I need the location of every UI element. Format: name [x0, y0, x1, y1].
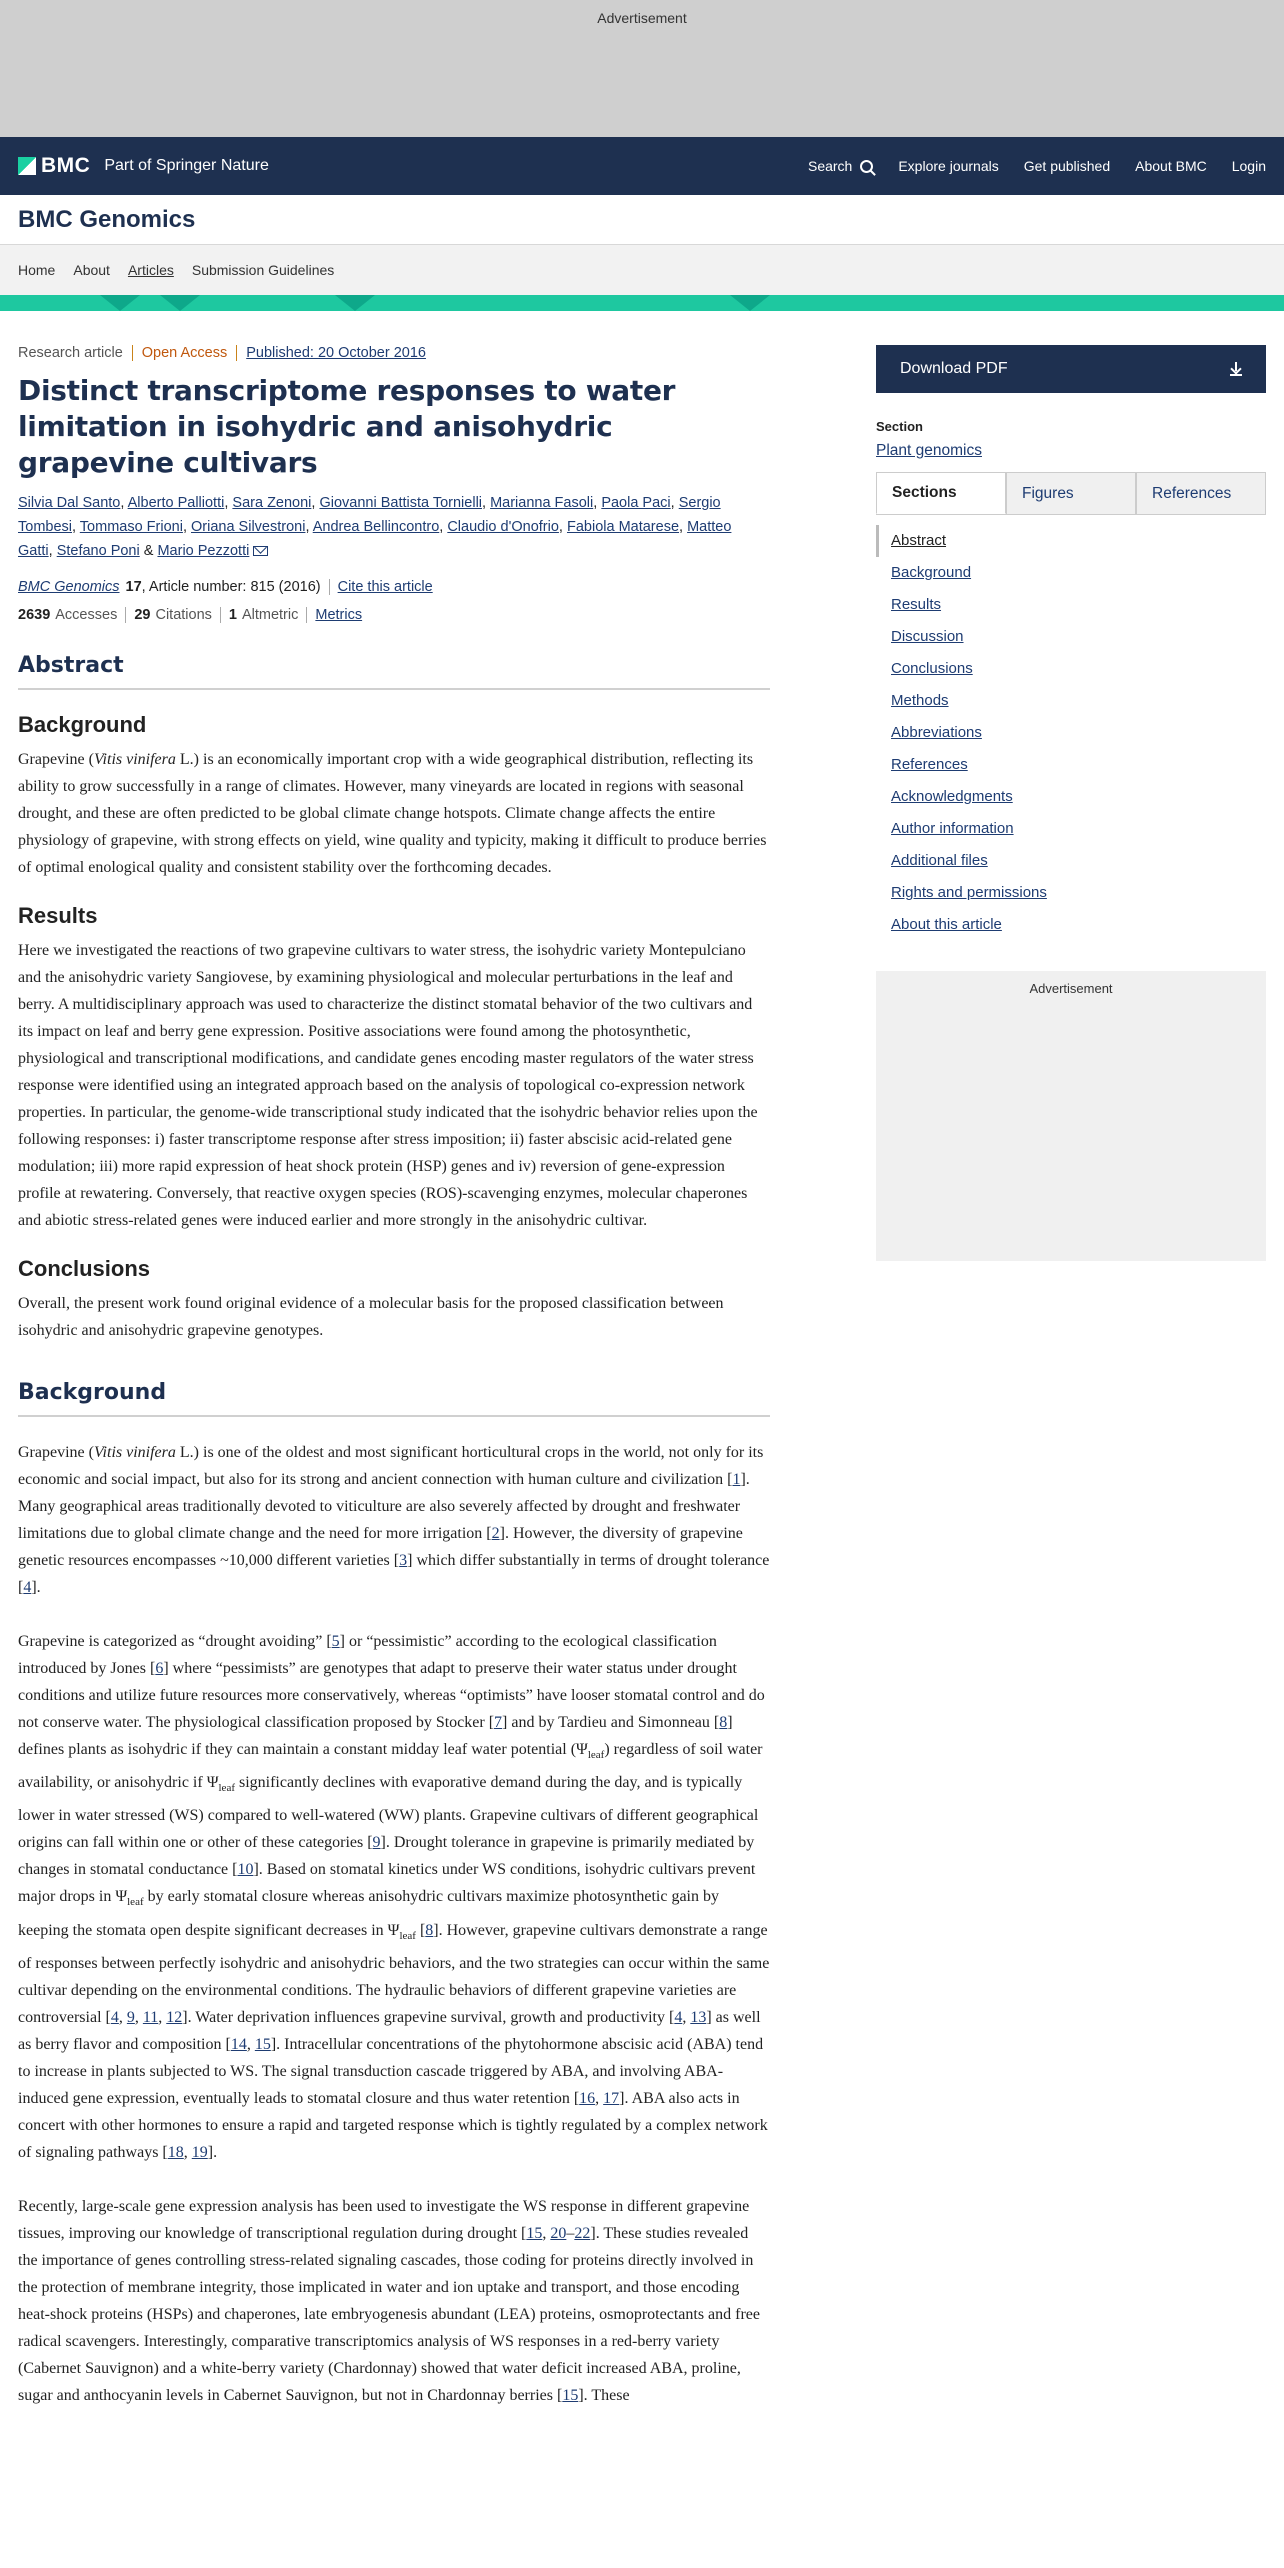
subscript: leaf [218, 1782, 235, 1795]
cite-this-article-link[interactable]: Cite this article [337, 579, 433, 595]
reference-link[interactable]: 20 [550, 2224, 567, 2242]
text-segment: Grapevine ( [18, 751, 94, 768]
species-name: Vitis vinifera [93, 751, 176, 768]
article-type: Research article [18, 345, 123, 361]
author-link[interactable]: Matteo Gatti [18, 519, 732, 559]
abstract-conclusions-heading: Conclusions [18, 1256, 151, 1281]
divider [220, 607, 221, 623]
published-date-link[interactable]: Published: 20 October 2016 [246, 345, 426, 361]
ad-label: Advertisement [597, 10, 687, 26]
background-paragraph-3: Recently, large-scale gene expression analysis has been used to investigate the WS response in different grapevine tissues, improving our knowledge of transcriptional regulation during drought [15, 20–22]. These studies revealed the importance of genes controlling stress-related signaling cascades, those coding for proteins directly involved in the protection of membrane integrity, those implicated in water and ion uptake and transport, and those encoding heat-shock proteins (HSPs) and chaperones, late embryogenesis abundant (LEA) proteins, osmoprotectants and free radical scavengers. Interestingly, comparative transcriptomics analysis of WS responses in a red-berry variety (Cabernet Sauvignon) and a white-berry variety (Chardonnay) showed that water deficit increased ABA, proline, sugar and anthocyanin levels in Cabernet Sauvignon, but not in Chardonnay berries [15]. These [18, 2197, 760, 2404]
reference-link[interactable]: 15 [254, 2035, 271, 2053]
subscript: leaf [127, 1896, 144, 1909]
toc-item[interactable]: Abbreviations [891, 724, 982, 741]
altmetric-count: 1 [228, 607, 237, 623]
reference-link[interactable]: 18 [167, 2143, 184, 2161]
author-link[interactable]: Giovanni Battista Tornielli [319, 495, 483, 511]
download-pdf-button[interactable] [876, 345, 1266, 393]
author-link[interactable]: Marianna Fasoli [490, 495, 594, 511]
meta-divider [236, 345, 237, 361]
tab-sections[interactable]: Sections [876, 472, 1006, 514]
citations-label: Citations [155, 607, 212, 623]
reference-link[interactable]: 13 [690, 2008, 707, 2026]
stripe-triangle [100, 295, 140, 311]
author-link[interactable]: Andrea Bellincontro [312, 519, 440, 535]
reference-link[interactable]: 7 [494, 1714, 503, 1731]
divider [329, 579, 330, 595]
journal-navigation [0, 245, 1284, 295]
nav-home[interactable]: Home [18, 262, 56, 278]
abstract-heading: Abstract [18, 653, 770, 690]
sidebar-advertisement [876, 971, 1266, 1261]
bmc-logo[interactable] [18, 154, 269, 178]
toc-item[interactable]: Discussion [891, 628, 964, 645]
toc-item[interactable]: References [891, 756, 968, 773]
author-link[interactable]: Sergio Tombesi [18, 495, 721, 535]
bmc-logo-icon [18, 157, 36, 175]
stripe-triangle [160, 295, 200, 311]
decorative-stripe [0, 295, 1284, 311]
search-button[interactable] [808, 158, 873, 174]
reference-link[interactable]: 2 [491, 1525, 500, 1542]
author-list: Silvia Dal Santo, Alberto Palliotti, Sara Zenoni, Giovanni Battista Tornielli, Marianna Fasoli, Paola Paci, Sergio Tombesi, Tommaso Frioni, Oriana Silvestroni, Andrea Bellincontro, Claudio d'Onofrio, Fabiola Matarese, Matteo Gatti, Stefano Poni & Mario Pezzotti [18, 495, 732, 559]
author-link[interactable]: Paola Paci [601, 495, 671, 511]
divider [306, 607, 307, 623]
get-published-link[interactable]: Get published [1023, 158, 1111, 174]
author-link[interactable]: Stefano Poni [56, 543, 140, 559]
text-segment: L.) is an economically important crop with a wide geographical distribution, reflecting its ability to grow successfully in a range of climates. However, many vineyards are located in regions with seasonal drought, and these are often predicted to be global climate change hotspots. Climate change affects the entire physiology of grapevine, with strong effects on yield, wine quality and typicity, making it difficult to produce berries of optimal enological quality and consistent stability over the forthcoming decades. [18, 751, 767, 876]
nav-submission-guidelines[interactable]: Submission Guidelines [191, 262, 335, 278]
accesses-label: Accesses [55, 607, 118, 623]
about-bmc-link[interactable]: About BMC [1135, 158, 1207, 174]
abstract-conclusions-text: Overall, the present work found original evidence of a molecular basis for the proposed classification between isohydric and anisohydric grapevine genotypes. [18, 1295, 724, 1339]
accesses-count: 2639 [18, 607, 51, 623]
reference-link[interactable]: 9 [372, 1834, 381, 1852]
background-paragraph-2: Grapevine is categorized as “drought avoiding” [5] or “pessimistic” according to the ecological classification introduced by Jones [6] where “pessimists” are genotypes that adapt to preserve their water status under drought conditions and utilize future resources more conservatively, whereas “optimists” have looser stomatal control and do not conserve water. The physiological classification proposed by Stocker [7] and by Tardieu and Simonneau [8] defines plants as isohydric if they can maintain a constant midday leaf water potential $(\Psi_{leaf})$ regardless of soil water availability, or anisohydric if $\Psi_{leaf}$ significantly declines with evaporative demand during the day, and is typically lower in water stressed (WS) compared to well-watered (WW) plants. Grapevine cultivars of different geographical origins can fall within one or other of these categories [9]. Drought tolerance in grapevine is primarily mediated by changes in stomatal conductance [10]. Based on stomatal kinetics under WS conditions, isohydric cultivars prevent major drops in $\Psi_{leaf}$ by early stomatal closure whereas anisohydric cultivars maximize photosynthetic gain by keeping the stomata open despite significant decreases in $\Psi_{leaf}$ [8]. However, grapevine cultivars demonstrate a range of responses between perfectly isohydric and anisohydric behaviors, and the two strategies can occur within the same cultivar depending on the environmental conditions. The hydraulic behaviors of different grapevine varieties are controversial [4, 9, 11, 12]. Water deprivation influences grapevine survival, growth and productivity [4, 13] as well as berry flavor and composition [14, 15]. Intracellular concentrations of the phytohormone abscisic acid (ABA) tend to increase in plants subjected to WS. The signal transduction cascade triggered by ABA, and involving ABA-induced gene expression, eventually leads to stomatal closure and thus water retention [16, 17]. ABA also acts in concert with other hormones to ensure a rapid and targeted response which is tightly regulated by a complex network of signaling pathways [18, 19]. [18, 1633, 770, 2161]
reference-link[interactable]: 3 [399, 1552, 408, 1569]
meta-divider [132, 345, 133, 361]
nav-about[interactable]: About [73, 262, 110, 278]
volume: 17 [125, 579, 142, 595]
section-link[interactable]: Plant genomics [876, 442, 982, 459]
author-link[interactable]: Alberto Palliotti [127, 495, 225, 511]
reference-link[interactable]: 9 [126, 2008, 135, 2026]
abstract-results-text: Here we investigated the reactions of two grapevine cultivars to water stress, the isohydric variety Montepulciano and the anisohydric variety Sangiovese, by examining physiological and molecular perturbations in the leaf and berry. A multidisciplinary approach was used to characterize the distinct stomatal behavior of the two cultivars and its impact on leaf and berry gene expression. Positive associations were found among the photosynthetic, physiological and transcriptional modifications, and candidate genes encoding master regulators of the water stress response were identified using an integrated approach based on the analysis of topological co-expression network properties. In particular, the genome-wide transcriptional study indicated that the isohydric behavior relies upon the following responses: i) faster transcriptome response after stress imposition; ii) faster abscisic acid-related gene modulation; iii) more rapid expression of heat shock protein (HSP) genes and iv) reversion of gene-expression profile at rewatering. Conversely, that reactive oxygen species (ROS)-scavenging enzymes, molecular chaperones and abiotic stress-related genes were induced earlier and more strongly in the anisohydric cultivar. [18, 942, 758, 1229]
reference-link[interactable]: 17 [603, 2089, 620, 2107]
reference-link[interactable]: 8 [719, 1714, 728, 1731]
article-main [18, 345, 770, 2409]
stripe-triangle [335, 295, 375, 311]
subscript: leaf [587, 1749, 605, 1762]
search-label: Search [807, 158, 853, 174]
download-pdf-label: Download PDF [900, 360, 1008, 377]
tab-references[interactable]: References [1136, 472, 1266, 514]
altmetric-label: Altmetric [241, 607, 299, 623]
author-link[interactable]: Silvia Dal Santo [18, 495, 121, 511]
nav-articles[interactable]: Articles [127, 262, 174, 278]
reference-link[interactable]: 19 [191, 2143, 208, 2161]
article-sidebar [876, 345, 1266, 1261]
article-meta [18, 345, 770, 361]
reference-link[interactable]: 16 [579, 2089, 596, 2107]
table-of-contents [876, 525, 1266, 941]
toc-item[interactable]: Acknowledgments [891, 788, 1013, 805]
reference-link[interactable]: 14 [230, 2035, 247, 2053]
abstract-results-heading: Results [18, 903, 98, 928]
author-link[interactable]: Fabiola Matarese [566, 519, 680, 535]
toc-item[interactable]: Additional files [891, 852, 988, 869]
reference-link[interactable]: 6 [155, 1660, 164, 1677]
journal-link[interactable]: BMC Genomics [18, 579, 120, 595]
top-navigation [808, 158, 1266, 174]
article-number: , Article number: 815 (2016) [141, 579, 321, 595]
site-header [0, 137, 1284, 195]
abstract-background-heading: Background [18, 712, 147, 737]
author-link[interactable]: Oriana Silvestroni [191, 519, 306, 535]
reference-link[interactable]: 4 [110, 2008, 119, 2026]
citation-line [18, 579, 770, 595]
reference-link[interactable]: 4 [23, 1579, 32, 1596]
divider [125, 607, 126, 623]
journal-title[interactable]: BMC Genomics [18, 205, 196, 233]
background-heading: Background [18, 1380, 770, 1417]
explore-journals-link[interactable]: Explore journals [898, 158, 999, 174]
journal-bar [0, 195, 1284, 245]
species-name: Vitis vinifera [93, 1444, 176, 1461]
top-advertisement [0, 0, 1284, 137]
reference-link[interactable]: 10 [237, 1861, 254, 1879]
reference-link[interactable]: 1 [732, 1471, 741, 1488]
citations-count: 29 [134, 607, 151, 623]
toc-item[interactable]: Abstract [876, 525, 1266, 557]
reference-link[interactable]: 12 [166, 2008, 183, 2026]
reference-link[interactable]: 5 [331, 1633, 340, 1650]
metrics-line [18, 607, 770, 623]
ad-label: Advertisement [1029, 981, 1113, 996]
reference-link[interactable]: 15 [526, 2224, 543, 2242]
author-link[interactable]: Mario Pezzotti [157, 543, 250, 559]
stripe-triangle [730, 295, 770, 311]
open-access-badge: Open Access [141, 345, 228, 361]
abstract-background-text [18, 746, 770, 881]
download-icon [1230, 362, 1242, 376]
search-icon [860, 160, 873, 173]
author-link[interactable]: Claudio d'Onofrio [447, 519, 559, 535]
toc-item[interactable]: Rights and permissions [891, 884, 1047, 901]
login-link[interactable]: Login [1231, 158, 1266, 174]
toc-item[interactable]: Background [891, 564, 972, 581]
toc-item[interactable]: Results [891, 596, 942, 613]
toc-item[interactable]: About this article [891, 916, 1002, 933]
springer-nature-tagline: Part of Springer Nature [104, 157, 269, 174]
subscript: leaf [399, 1929, 416, 1942]
email-icon[interactable] [253, 546, 268, 556]
article-title: Distinct transcriptome responses to water limitation in isohydric and anisohydric grapevine cultivars [18, 374, 676, 479]
bmc-wordmark: BMC [41, 154, 91, 177]
reference-link[interactable]: 22 [574, 2224, 591, 2242]
toc-item[interactable]: Methods [891, 692, 949, 709]
section-label: Section [876, 419, 923, 434]
author-link[interactable]: Sara Zenoni [232, 495, 312, 511]
metrics-link[interactable]: Metrics [315, 607, 363, 623]
background-paragraph-1: Grapevine (Vitis vinifera L.) is one of the oldest and most significant horticultural crops in the world, not only for its economic and social impact, but also for its strong and ancient connection with human culture and civilization [1]. Many geographical areas traditionally devoted to viticulture are also severely affected by drought and freshwater limitations due to global climate change and the need for more irrigation [2]. However, the diversity of grapevine genetic resources encompasses ~10,000 different varieties [3] which differ substantially in terms of drought tolerance [4]. [18, 1444, 770, 1596]
reference-link[interactable]: 15 [562, 2386, 579, 2404]
sidebar-tabs [876, 472, 1266, 515]
reference-link[interactable]: 4 [674, 2008, 683, 2026]
toc-item[interactable]: Conclusions [891, 660, 973, 677]
tab-figures[interactable]: Figures [1006, 472, 1136, 514]
reference-link[interactable]: 8 [425, 1921, 434, 1939]
toc-item[interactable]: Author information [891, 820, 1014, 837]
reference-link[interactable]: 11 [142, 2008, 159, 2026]
author-link[interactable]: Tommaso Frioni [79, 519, 183, 535]
